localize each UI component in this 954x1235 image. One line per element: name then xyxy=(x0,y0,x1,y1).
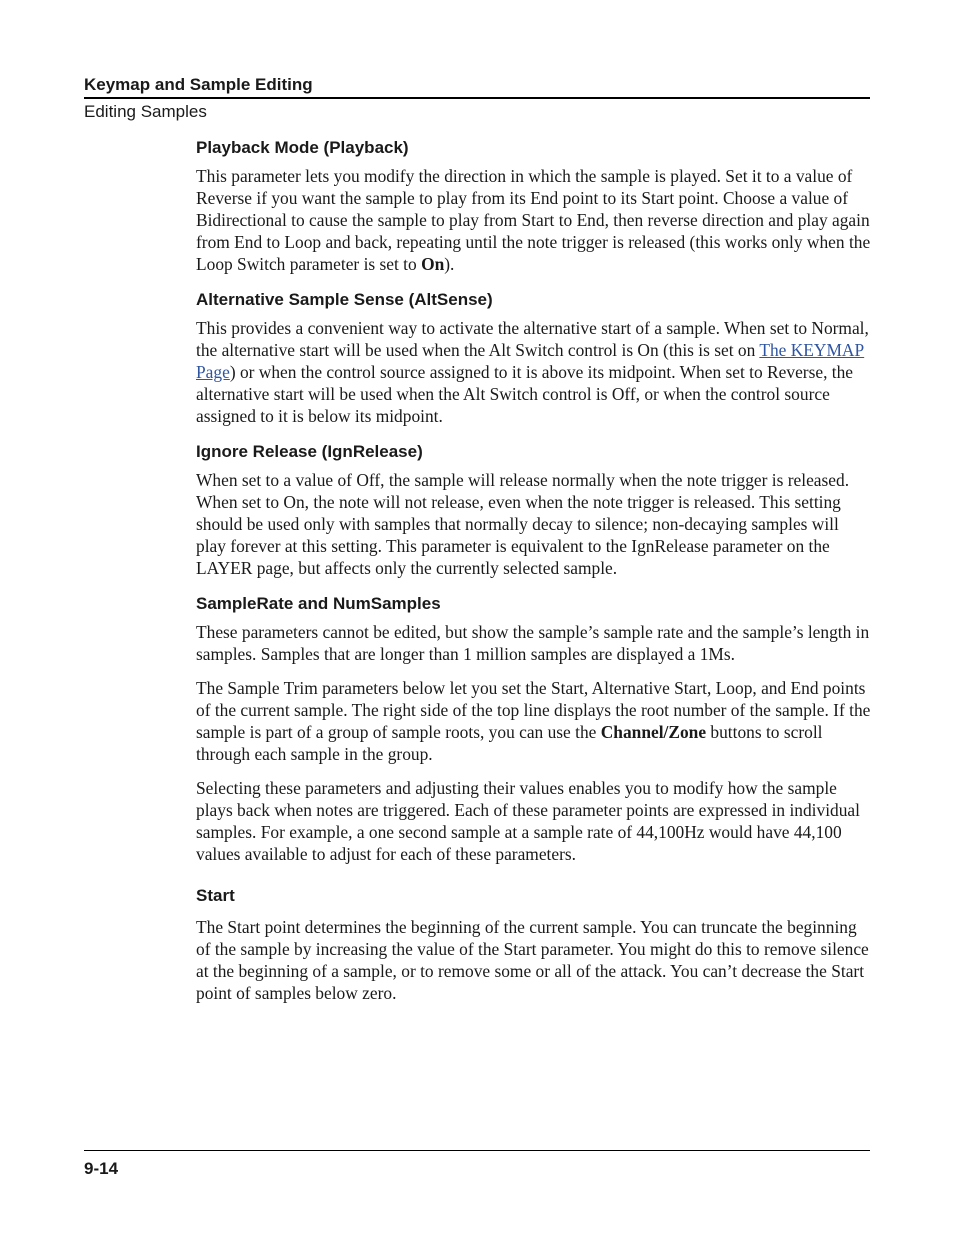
page-content xyxy=(196,137,872,1018)
section-ignrelease xyxy=(196,441,872,579)
running-header xyxy=(84,74,870,123)
section-playback-mode xyxy=(196,137,872,275)
paragraph-sample-trim xyxy=(196,677,872,765)
section-title: Editing Samples xyxy=(84,102,207,121)
section-altsense xyxy=(196,289,872,427)
heading-ignrelease: Ignore Release (IgnRelease) xyxy=(196,442,423,461)
playback-text-1: This parameter lets you modify the direction in which the sample is played. Set it to a value of Reverse if you want the sample to play from its End point to its Start point. Choose a value of Bidirectional to cause the sample to play from Start to End, then reverse direction and play again from End to Loop and back, repeating until the note trigger is released (this works only when the Loop Switch parameter is set to xyxy=(196,166,871,274)
playback-on-bold: On xyxy=(421,254,445,274)
sample-trim-text-2: buttons to scroll through each sample in the group. xyxy=(196,722,823,764)
paragraph-playback-mode xyxy=(196,165,872,275)
keymap-page-link[interactable]: The KEYMAP Page xyxy=(196,340,865,382)
paragraph-ignrelease: When set to a value of Off, the sample will release normally when the note trigger is released. When set to On, the note will not release, even when the note trigger is released. This setting should be used only with samples that normally decay to silence; non-decaying samples will play forever at this setting. This parameter is equivalent to the IgnRelease parameter on the LAYER page, but affects only the currently selected sample. xyxy=(196,470,850,578)
playback-text-2: ). xyxy=(444,254,455,274)
sample-trim-text-1: The Sample Trim parameters below let you set the Start, Alternative Start, Loop, and End points of the current sample. The right side of the top line displays the root number of the sample. If the sample is part of a group of sample roots, you can use the xyxy=(196,678,871,742)
altsense-text-1: This provides a convenient way to activate the alternative start of a sample. When set to Normal, the alternative start will be used when the Alt Switch control is On (this is set on xyxy=(196,318,869,360)
chapter-title: Keymap and Sample Editing xyxy=(84,74,870,99)
channel-zone-bold: Channel/Zone xyxy=(600,722,707,742)
heading-altsense: Alternative Sample Sense (AltSense) xyxy=(196,290,493,309)
heading-samplerate: SampleRate and NumSamples xyxy=(196,594,441,613)
section-start xyxy=(196,885,872,1004)
heading-start: Start xyxy=(196,886,235,905)
footer-rule xyxy=(84,1150,870,1151)
paragraph-samplerate-1: These parameters cannot be edited, but show the sample’s sample rate and the sample’s length in samples. Samples that are longer than 1 million samples are displayed a 1Ms. xyxy=(196,622,870,664)
page-number: 9-14 xyxy=(84,1159,119,1178)
paragraph-start: The Start point determines the beginning of the current sample. You can truncate the beginning of the sample by increasing the value of the Start parameter. You might do this to remove silence at the beginning of a sample, or to remove some or all of the attack. You can’t decrease the Start point of samples below zero. xyxy=(196,917,869,1003)
paragraph-altsense xyxy=(196,317,872,427)
heading-playback-mode: Playback Mode (Playback) xyxy=(196,138,409,157)
paragraph-selecting-parameters: Selecting these parameters and adjusting their values enables you to modify how the sample plays back when notes are triggered. Each of these parameter points are expressed in individual samples. For example, a one second sample at a sample rate of 44,100Hz would have 44,100 values available to adjust for each of these parameters. xyxy=(196,778,860,864)
section-samplerate xyxy=(196,593,872,865)
altsense-text-2: ) or when the control source assigned to it is above its midpoint. When set to Reverse, the alternative start will be used when the Alt Switch control is Off, or when the control source assigned to it is below its midpoint. xyxy=(196,362,854,426)
